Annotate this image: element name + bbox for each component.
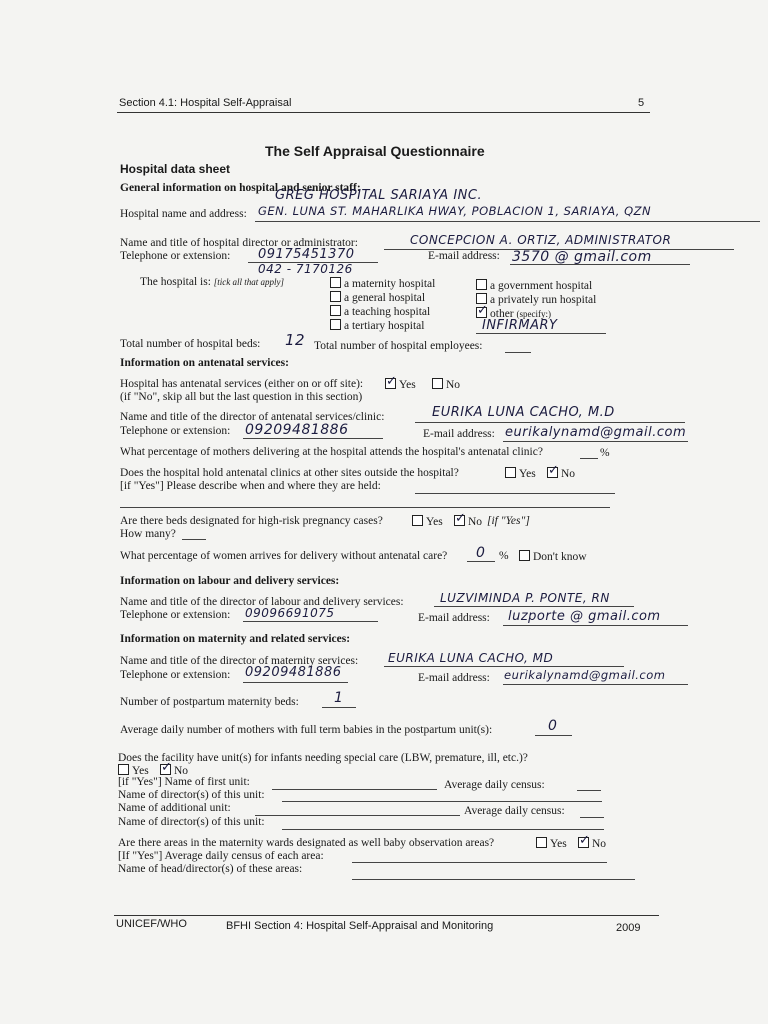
other-sites-yes-label: Yes [519,468,536,480]
if-yes-describe: [if "Yes"] Please describe when and where they are held: [120,480,381,492]
labour-phone-label: Telephone or extension: [120,609,231,621]
avg-census-each-label: [If "Yes"] Average daily census of each area: [118,850,324,862]
special-care-yes-label: Yes [132,765,149,777]
special-care-no-checkbox[interactable] [160,764,171,775]
maternity-phone-label: Telephone or extension: [120,669,231,681]
dont-know[interactable] [519,550,587,563]
hospital-type-label [140,276,284,288]
section-subtitle: Hospital data sheet [120,162,231,176]
avg-census-each-line [352,862,607,863]
without-care-question: What percentage of women arrives for delivery without antenatal care? [120,550,448,562]
footer-org: UNICEF/WHO [116,918,187,930]
how-many-label: How many? [120,528,176,540]
type-government[interactable] [476,279,592,292]
type-general[interactable] [330,291,425,304]
observation-question: Are there areas in the maternity wards designated as well baby observation areas? [118,837,495,849]
highrisk-yes-checkbox[interactable] [412,515,423,526]
teaching-label: a teaching hospital [344,306,431,318]
labour-phone-value: 09096691075 [245,606,335,620]
avg-mothers-label: Average daily number of mothers with full term babies in the postpartum unit(s): [120,724,493,736]
director-value: CONCEPCION A. ORTIZ, ADMINISTRATOR [410,233,672,247]
postpartum-beds-value: 1 [334,690,344,706]
other-sites-question: Does the hospital hold antenatal clinics at other sites outside the hospital? [120,467,459,479]
without-care-value: 0 [476,545,486,561]
antenatal-phone-label: Telephone or extension: [120,425,231,437]
unit-director-line [282,801,602,802]
additional-unit-label: Name of additional unit: [118,802,231,814]
observation-no-label: No [592,838,607,850]
page-title: The Self Appraisal Questionnaire [265,143,485,159]
avg-census-line [577,790,601,791]
other-sites-no[interactable] [547,467,575,480]
phone-value: 09175451370 [258,247,355,262]
employees-label: Total number of hospital employees: [314,340,483,352]
footer-year: 2009 [616,922,641,934]
teaching-checkbox[interactable] [330,305,341,316]
email-line [510,264,690,265]
labour-director-label: Name and title of the director of labour and delivery services: [120,596,404,608]
employees-line [505,352,531,353]
observation-yes-label: Yes [550,838,567,850]
other-sites-yes-checkbox[interactable] [505,467,516,478]
hospital-is-text: The hospital is: [140,276,211,288]
antenatal-yes-label: Yes [399,379,416,391]
antenatal-email-label: E-mail address: [423,428,495,440]
antenatal-director-label: Name and title of the director of antenatal services/clinic: [120,411,385,423]
postpartum-beds-label: Number of postpartum maternity beds: [120,696,299,708]
antenatal-yes-checkbox[interactable] [385,378,396,389]
beds-value: 12 [285,331,306,349]
other-sites-no-checkbox[interactable] [547,467,558,478]
special-care-no-label: No [174,765,189,777]
maternity-email-value: eurikalynamd@gmail.com [504,668,666,682]
antenatal-percent-question: What percentage of mothers delivering at the hospital attends the hospital's antenatal clinic? [120,446,543,458]
antenatal-email-value: eurikalynamd@gmail.com [505,425,687,440]
other-value: INFIRMARY [482,318,558,333]
first-unit-line [272,789,437,790]
describe-line-2 [120,507,610,508]
maternity-director-label: Name and title of the director of maternity services: [120,655,359,667]
antenatal-has-label: Hospital has antenatal services (either on or off site): [120,378,364,390]
observation-yes[interactable] [536,837,567,850]
tick-note: [tick all that apply] [213,277,285,287]
tertiary-checkbox[interactable] [330,319,341,330]
antenatal-phone-value: 09209481886 [245,422,349,438]
describe-line-1 [415,493,615,494]
maternity-phone-value: 09209481886 [245,665,342,680]
observation-yes-checkbox[interactable] [536,837,547,848]
head-line [352,879,635,880]
other-sites-yes[interactable] [505,467,536,480]
beds-label: Total number of hospital beds: [120,338,261,350]
labour-email-label: E-mail address: [418,612,490,624]
type-tertiary[interactable] [330,319,424,332]
additional-census-label: Average daily census: [464,805,565,817]
email-label: E-mail address: [428,250,500,262]
hospital-name-value: GREG HOSPITAL SARIAYA INC. [275,188,483,203]
antenatal-heading: Information on antenatal services: [120,357,289,369]
dont-know-checkbox[interactable] [519,550,530,561]
email-value: 3570 @ gmail.com [512,249,652,265]
maternity-heading: Information on maternity and related services: [120,633,351,645]
head-label: Name of head/director(s) of these areas: [118,863,303,875]
labour-director-value: LUZVIMINDA P. PONTE, RN [440,591,610,605]
antenatal-no-checkbox[interactable] [432,378,443,389]
general-heading: General information on hospital and senior staff: [120,182,361,194]
government-checkbox[interactable] [476,279,487,290]
maternity-label: a maternity hospital [344,278,436,290]
other-label: other [490,308,514,320]
avg-mothers-line [535,735,572,736]
postpartum-beds-line [322,707,356,708]
labour-phone-line [243,621,378,622]
highrisk-no-checkbox[interactable] [454,515,465,526]
avg-census-label: Average daily census: [444,779,545,791]
maternity-email-line [503,684,688,685]
additional-unit-line [255,815,460,816]
page-number: 5 [638,97,645,109]
type-maternity[interactable] [330,277,435,290]
government-label: a government hospital [490,280,593,292]
footer-title: BFHI Section 4: Hospital Self-Appraisal and Monitoring [226,920,494,932]
antenatal-no-label: No [446,379,461,391]
without-care-percent: % [499,550,509,562]
skip-note: (if "No", skip all but the last question in this section) [120,391,363,403]
maternity-checkbox[interactable] [330,277,341,288]
header-rule [117,112,650,113]
footer-rule [114,915,659,916]
general-checkbox[interactable] [330,291,341,302]
other-checkbox[interactable] [476,307,487,318]
highrisk-yes[interactable] [412,515,443,528]
special-care-question: Does the facility have unit(s) for infants needing special care (LBW, premature, ill, etc.)? [118,752,528,764]
highrisk-no[interactable] [454,515,482,528]
highrisk-question: Are there beds designated for high-risk pregnancy cases? [120,515,383,527]
dont-know-label: Don't know [533,551,587,563]
hospital-name-line [255,221,760,222]
antenatal-no[interactable] [432,378,460,391]
labour-email-line [503,625,688,626]
maternity-director-value: EURIKA LUNA CACHO, MD [388,651,554,665]
highrisk-no-label: No [468,516,483,528]
type-private[interactable] [476,293,596,306]
special-care-yes-checkbox[interactable] [118,764,129,775]
other-line [476,333,606,334]
antenatal-email-line [503,441,688,442]
other-specify: (specify:) [516,309,551,319]
labour-heading: Information on labour and delivery services: [120,575,340,587]
labour-email-value: luzporte @ gmail.com [508,609,661,624]
general-label: a general hospital [344,292,426,304]
antenatal-percent-sign: % [600,447,610,459]
antenatal-director-value: EURIKA LUNA CACHO, M.D [432,405,615,420]
tertiary-label: a tertiary hospital [344,320,425,332]
antenatal-director-line [415,422,685,423]
hospital-address-value: GEN. LUNA ST. MAHARLIKA HWAY, POBLACION 1, SARIAYA, QZN [258,204,652,218]
section-header: Section 4.1: Hospital Self-Appraisal [119,97,292,109]
unit-director-label: Name of director(s) of this unit: [118,789,265,801]
antenatal-phone-line [243,438,383,439]
other-sites-no-label: No [561,468,576,480]
how-many-line [182,539,206,540]
avg-mothers-value: 0 [548,718,558,734]
phone-label: Telephone or extension: [120,250,231,262]
labour-director-line [434,606,634,607]
maternity-director-line [384,666,624,667]
type-teaching[interactable] [330,305,430,318]
additional-director-line [282,829,604,830]
phone-value-2: 042 - 7170126 [258,262,353,276]
additional-census-line [580,817,604,818]
hospital-name-label: Hospital name and address: [120,208,247,220]
private-label: a privately run hospital [490,294,597,306]
observation-no[interactable] [578,837,606,850]
without-care-line [467,561,495,562]
director-label: Name and title of hospital director or administrator: [120,237,358,249]
maternity-email-label: E-mail address: [418,672,490,684]
first-unit-label: [if "Yes"] Name of first unit: [118,776,250,788]
maternity-phone-line [243,682,348,683]
highrisk-yes-label: Yes [426,516,443,528]
antenatal-percent-line [580,458,598,459]
observation-no-checkbox[interactable] [578,837,589,848]
additional-director-label: Name of director(s) of this unit: [118,816,265,828]
highrisk-if-yes: [if "Yes"] [487,515,530,527]
antenatal-yes[interactable] [385,378,416,391]
